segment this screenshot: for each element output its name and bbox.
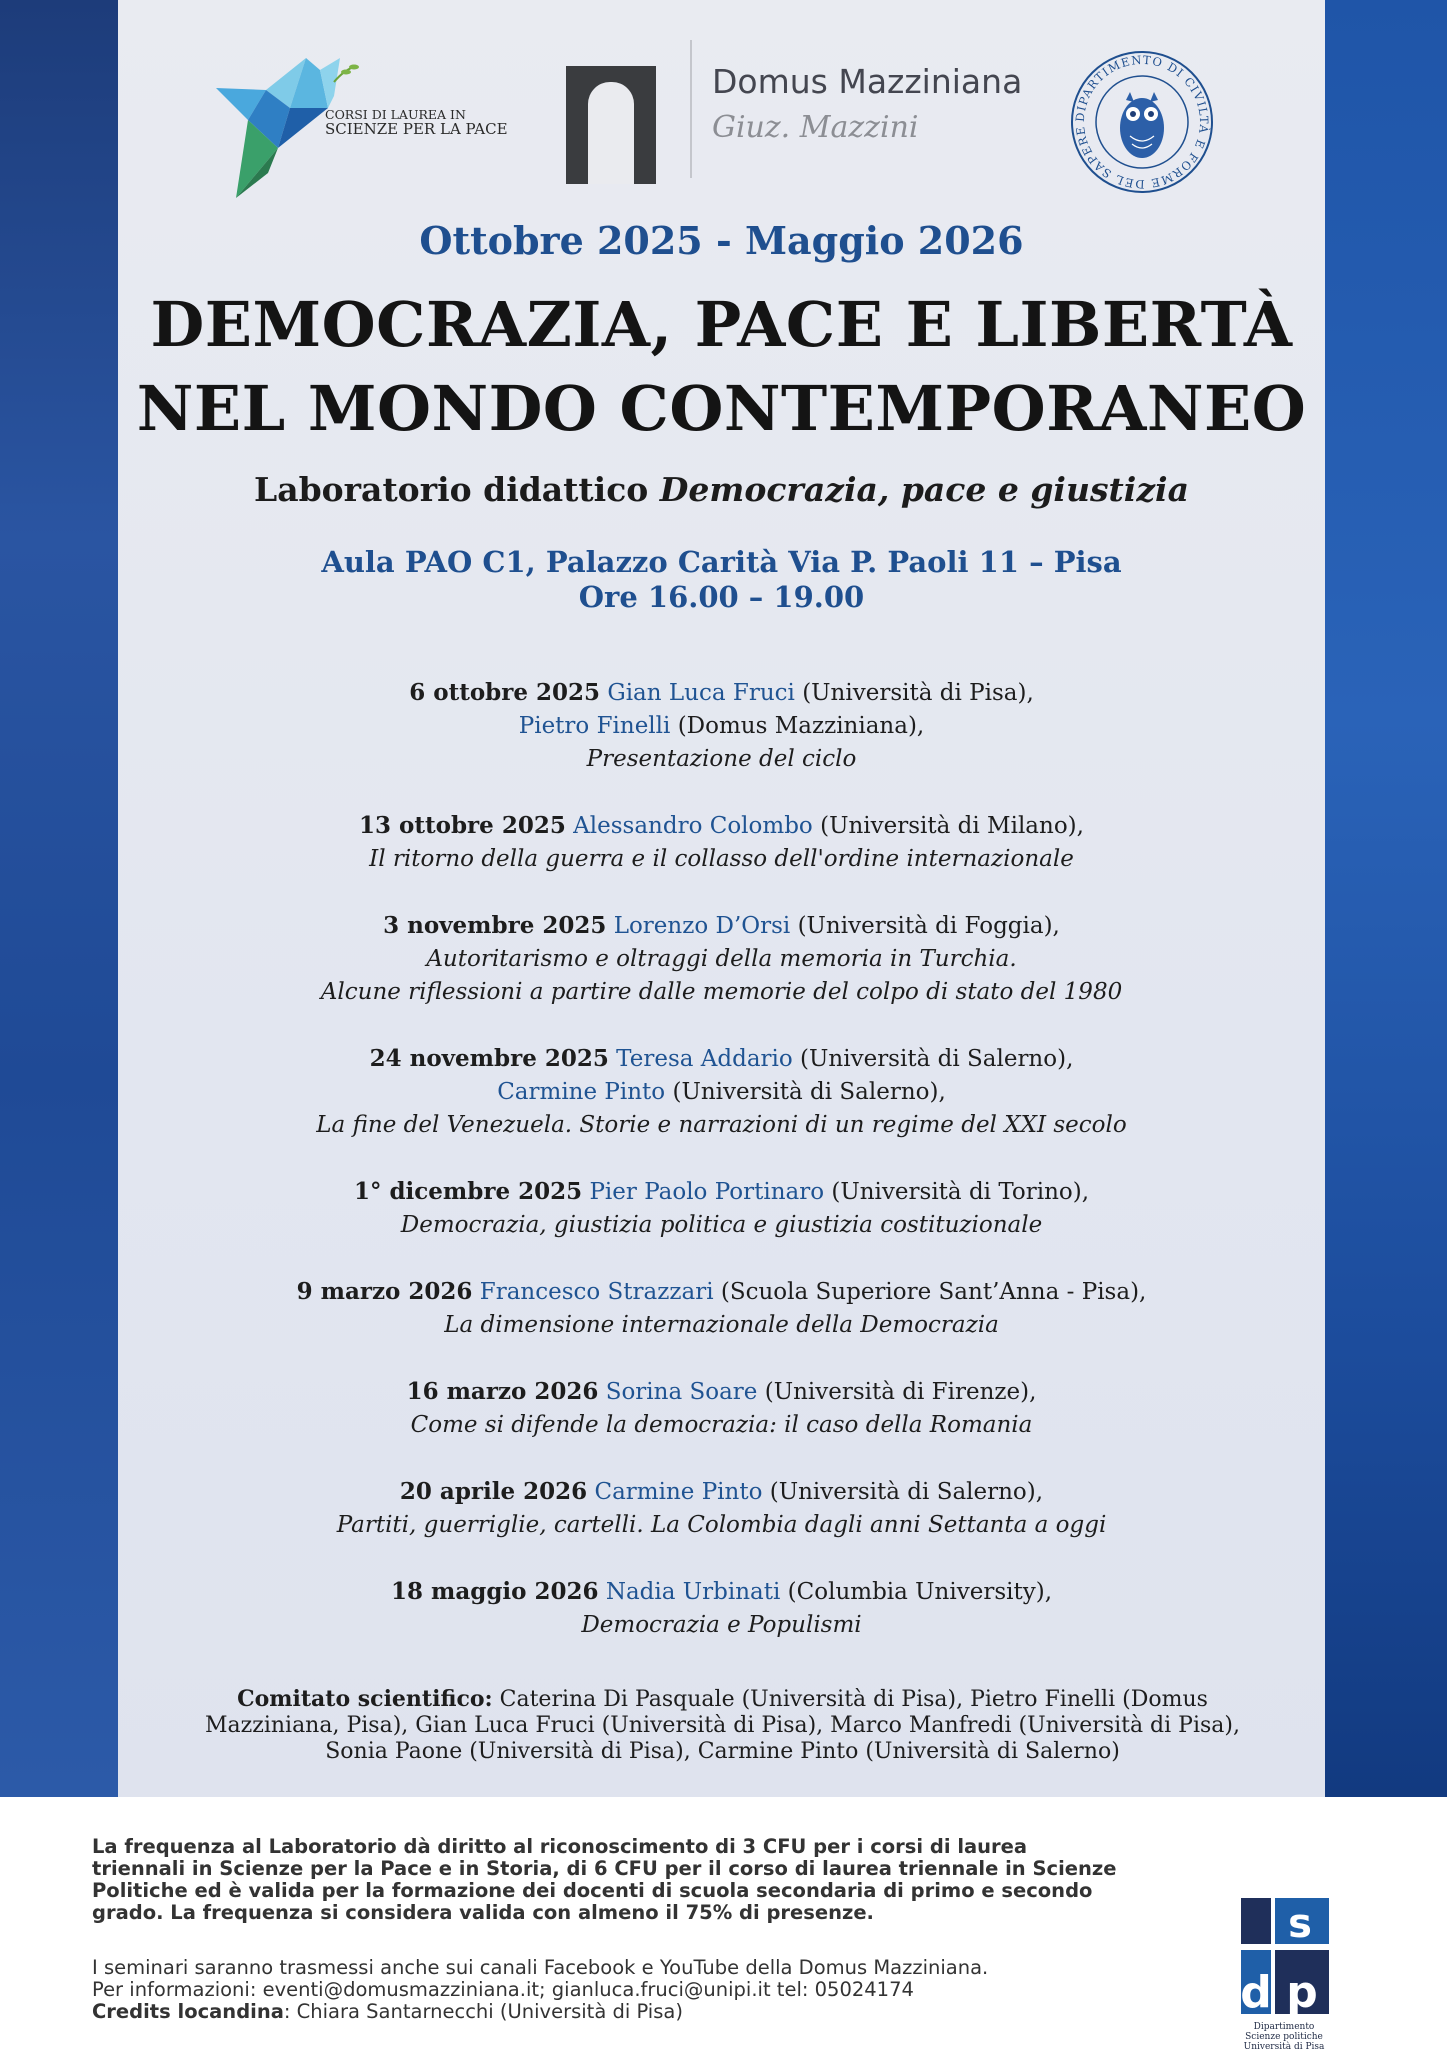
event-speaker: Pietro Finelli	[518, 713, 671, 739]
event-affiliation: (Università di Foggia),	[790, 913, 1060, 939]
svg-text:s: s	[1288, 1901, 1312, 1947]
event-item	[118, 1275, 1325, 1342]
contact-info	[92, 1979, 1212, 2001]
event-title: La fine del Venezuela. Storie e narrazioni di un regime del XXI secolo	[316, 1112, 1127, 1138]
event-item	[118, 1175, 1325, 1242]
event-title: Il ritorno della guerra e il collasso dell'ordine internazionale	[369, 846, 1074, 872]
event-affiliation: (Università di Pisa),	[794, 680, 1034, 706]
event-date: 16 marzo 2026	[406, 1378, 599, 1405]
svg-text:p: p	[1286, 1967, 1318, 2018]
event-item	[118, 1475, 1325, 1542]
event-affiliation: (Scuola Superiore Sant’Anna - Pisa),	[713, 1279, 1147, 1305]
event-title: Autoritarismo e oltraggi della memoria in Turchia.	[426, 946, 1017, 972]
committee-members: Caterina Di Pasquale (Università di Pisa), Pietro Finelli (Domus Mazziniana, Pisa), Gian Luca Fruci (Università di Pisa), Marco Manfredi (Università di Pisa), Sonia Paone (Università di Pisa), Carmine Pinto (Università di Salerno)	[205, 1687, 1240, 1764]
event-date: 9 marzo 2026	[296, 1278, 473, 1305]
owl-seal-icon	[1068, 48, 1216, 196]
credits-note-line: triennali in Scienze per la Pace e in Storia, di 6 CFU per il corso di laurea triennale in Scienze	[92, 1857, 1117, 1880]
event-speaker: Alessandro Colombo	[573, 813, 813, 839]
event-date: 18 maggio 2026	[390, 1578, 599, 1605]
event-speaker: Carmine Pinto	[497, 1079, 666, 1105]
pace-logo-line2: SCIENZE PER LA PACE	[325, 120, 508, 138]
event-speaker: Lorenzo D’Orsi	[613, 913, 791, 939]
event-title-line-2: Alcune riflessioni a partire dalle memorie del colpo di stato del 1980	[320, 979, 1123, 1005]
event-date: 20 aprile 2026	[399, 1478, 588, 1505]
event-item	[118, 676, 1325, 776]
subtitle-prefix: Laboratorio didattico	[254, 470, 660, 509]
svg-text:d: d	[1240, 1967, 1272, 2018]
dsp-logo-text	[1232, 2022, 1336, 2052]
event-title: Democrazia e Populismi	[581, 1612, 862, 1638]
event-item	[118, 1375, 1325, 1442]
title-line-2: NEL MONDO CONTEMPORANEO	[136, 372, 1307, 445]
hours: Ore 16.00 – 19.00	[578, 580, 865, 614]
event-speaker: Teresa Addario	[616, 1046, 793, 1072]
credits-note-line: Politiche ed è valida per la formazione dei docenti di scuola secondaria di primo e secondo	[92, 1879, 1093, 1902]
event-speaker: Francesco Strazzari	[479, 1279, 714, 1305]
dsp-line2: Scienze politiche	[1245, 2032, 1323, 2042]
event-affiliation: (Domus Mazziniana),	[670, 713, 925, 739]
venue: Aula PAO C1, Palazzo Carità Via P. Paoli 11 – Pisa	[321, 545, 1122, 579]
event-affiliation: (Università di Salerno),	[665, 1079, 946, 1105]
logo-domus-mazziniana	[560, 40, 1040, 178]
subtitle-italic: Democrazia, pace e giustizia	[659, 470, 1189, 509]
event-affiliation: (Università di Salerno),	[792, 1046, 1074, 1072]
credits-text: : Chiara Santarnecchi (Università di Pisa)	[283, 2000, 683, 2023]
background-photo-left	[0, 0, 118, 1797]
scientific-committee	[190, 1686, 1255, 1765]
event-date: 13 ottobre 2025	[359, 812, 566, 839]
event-date: 6 ottobre 2025	[409, 679, 601, 706]
poster-credits	[92, 2001, 1212, 2023]
streaming-note: I seminari saranno trasmessi anche sui canali Facebook e YouTube della Domus Mazziniana.	[92, 1956, 989, 1979]
event-item	[118, 809, 1325, 876]
event-item	[118, 1042, 1325, 1142]
contact-label: Per informazioni:	[92, 1978, 263, 2001]
credits-note-line: grado. La frequenza si considera valida con almeno il 75% di presenze.	[92, 1901, 874, 1924]
subtitle	[118, 470, 1325, 509]
event-affiliation: (Columbia University),	[780, 1579, 1053, 1605]
pace-logo-line1: CORSI DI LAUREA IN	[325, 107, 466, 122]
event-speaker: Pier Paolo Portinaro	[589, 1179, 825, 1205]
domus-name: Domus Mazziniana	[712, 62, 1023, 101]
dsp-line1: Dipartimento	[1253, 2022, 1315, 2032]
event-affiliation: (Università di Torino),	[824, 1179, 1090, 1205]
event-speaker: Carmine Pinto	[594, 1479, 763, 1505]
credits-note	[92, 1836, 1212, 1924]
event-date: 3 novembre 2025	[383, 912, 607, 939]
contact-details[interactable]: eventi@domusmazziniana.it; gianluca.fruci@unipi.it tel: 05024174	[262, 1978, 914, 2001]
footer-info	[92, 1957, 1212, 2023]
background-photo-right	[1325, 0, 1447, 1797]
schedule	[118, 676, 1325, 1675]
dsp-logo-icon	[1237, 1892, 1333, 2040]
committee-label: Comitato scientifico:	[237, 1686, 493, 1712]
event-affiliation: (Università di Firenze),	[757, 1379, 1037, 1405]
silhouette-icon	[566, 66, 656, 184]
pace-logo-text	[325, 108, 508, 136]
event-item	[118, 909, 1325, 1009]
event-speaker: Sorina Soare	[605, 1379, 758, 1405]
event-period: Ottobre 2025 - Maggio 2026	[419, 218, 1024, 263]
event-title: Democrazia, giustizia politica e giustizia costituzionale	[400, 1212, 1043, 1238]
event-speaker: Nadia Urbinati	[605, 1579, 781, 1605]
event-speaker: Gian Luca Fruci	[607, 680, 795, 706]
event-date: 24 novembre 2025	[369, 1045, 609, 1072]
event-affiliation: (Università di Salerno),	[762, 1479, 1044, 1505]
seal-ring-text: DIPARTIMENTO DI CIVILTÀ E FORME DEL SAPERE	[1072, 52, 1212, 192]
title-line-1: DEMOCRAZIA, PACE E LIBERTÀ	[150, 288, 1293, 361]
event-item	[118, 1575, 1325, 1642]
event-title: Presentazione del ciclo	[586, 746, 857, 772]
event-affiliation: (Università di Milano),	[812, 813, 1084, 839]
credits-note-line: La frequenza al Laboratorio dà diritto al riconoscimento di 3 CFU per i corsi di laurea	[92, 1835, 1028, 1858]
credits-label: Credits locandina	[92, 2000, 284, 2023]
event-title: La dimensione internazionale della Democrazia	[444, 1312, 999, 1338]
event-date: 1° dicembre 2025	[353, 1178, 583, 1205]
dsp-line3: Università di Pisa	[1243, 2042, 1325, 2052]
event-title: Come si difende la democrazia: il caso della Romania	[410, 1412, 1033, 1438]
event-title: Partiti, guerriglie, cartelli. La Colombia dagli anni Settanta a oggi	[336, 1512, 1107, 1538]
mazzini-signature: Giuz. Mazzini	[712, 110, 919, 145]
logo-divider	[690, 40, 692, 178]
